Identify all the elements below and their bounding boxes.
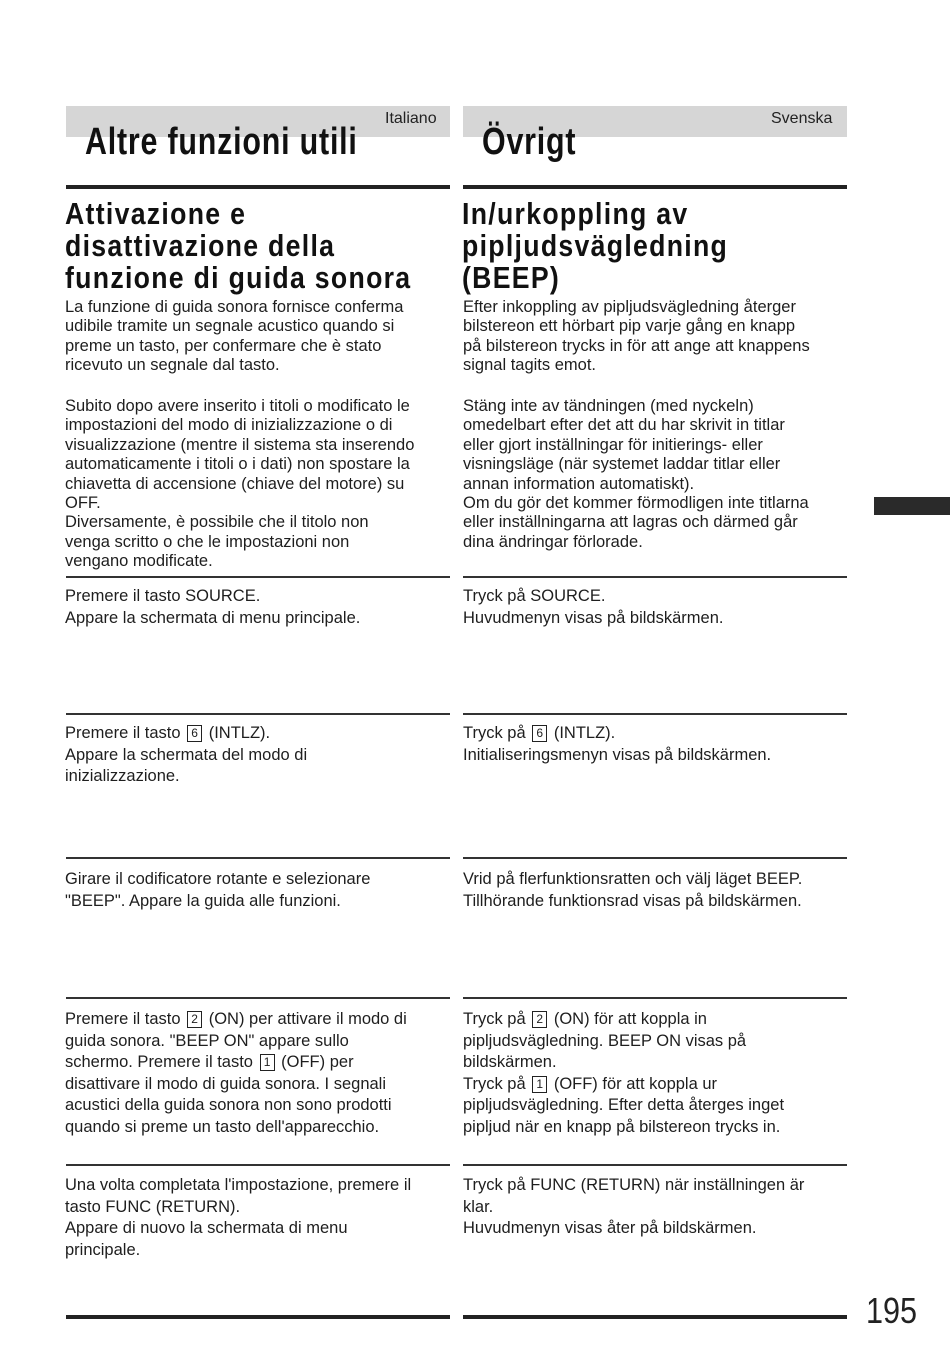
left-step4-rule xyxy=(66,997,450,999)
right-section-title-line: (BEEP) xyxy=(462,260,561,295)
key-2-icon: 2 xyxy=(532,1011,547,1028)
right-section-title-line: pipljudsvägledning xyxy=(462,228,729,263)
key-6-icon: 6 xyxy=(187,725,202,742)
left-step1-text: Premere il tasto SOURCE. Appare la schermata di menu principale. xyxy=(65,587,361,627)
right-step5-text: Tryck på FUNC (RETURN) när inställningen är klar. Huvudmenyn visas åter på bildskärmen. xyxy=(463,1176,805,1238)
right-page-title: Övrigt xyxy=(482,121,577,163)
step-text-part: Premere il tasto xyxy=(65,724,186,742)
step-text-part: (OFF) för att koppla ur pipljudsvägledning. Efter detta återges inget pipljud när en knapp på bilstereon trycks in. xyxy=(463,1074,785,1136)
right-warning-text: Stäng inte av tändningen (med nyckeln) omedelbart efter det att du har skrivit in titlar eller gjort inställningar för initierings- eller visningsläge (när systemet laddar titlar eller annan information automatiskt). Om du gör det kommer förmodligen inte titlarna eller inställningarna att lagras och därmed går dina ändringar förlorade. xyxy=(463,397,809,551)
left-step5-text: Una volta completata l'impostazione, premere il tasto FUNC (RETURN). Appare di nuovo la schermata di menu principale. xyxy=(65,1176,412,1259)
left-page-title: Altre funzioni utili xyxy=(85,121,358,163)
left-step2-rule xyxy=(66,713,450,715)
step-text-part: Tryck på xyxy=(463,724,531,742)
left-warning-text: Subito dopo avere inserito i titoli o modificato le impostazioni del modo di inizializzazione o di visualizzazione (mentre il sistema sta inserendo automaticamente i titoli o i dati) non spostare la chiavetta di accensione (chiave del motore) su OFF. Diversamente, è possibile che il titolo non venga scritto o che le impostazioni non vengano modificate. xyxy=(65,397,415,571)
key-2-icon: 2 xyxy=(187,1011,202,1028)
left-step1-rule xyxy=(66,576,450,578)
right-step2-text xyxy=(463,723,848,766)
step-text-part: Premere il tasto xyxy=(65,1010,186,1028)
left-section-title-line: Attivazione e xyxy=(65,196,247,231)
right-intro-text: Efter inkoppling av pipljudsvägledning återger bilstereon ett hörbart pip varje gång en knapp på bilstereon trycks in för att ange att knappens signal tagits emot. xyxy=(463,298,810,375)
key-6-icon: 6 xyxy=(532,725,547,742)
left-step2-text xyxy=(65,723,450,788)
left-section-title xyxy=(65,198,411,294)
right-step3-rule xyxy=(463,857,847,859)
right-step4-rule xyxy=(463,997,847,999)
step-text-part: (ON) för att koppla in pipljudsvägledning. BEEP ON visas på bildskärmen. Tryck på xyxy=(463,1010,747,1093)
left-step3-rule xyxy=(66,857,450,859)
left-step4-text xyxy=(65,1009,450,1139)
left-intro-text: La funzione di guida sonora fornisce conferma udibile tramite un segnale acustico quando si preme un tasto, per confermare che è stato ricevuto un segnale dal tasto. xyxy=(65,298,404,375)
left-bottom-rule xyxy=(66,1315,450,1319)
right-step3-text: Vrid på flerfunktionsratten och välj läget BEEP. Tillhörande funktionsrad visas på bildskärmen. xyxy=(463,870,803,910)
step-text-part: (OFF) per disattivare il modo di guida sonora. I segnali acustici della guida sonora non sono prodotti quando si preme un tasto dell'apparecchio. xyxy=(65,1053,392,1136)
right-language-label: Svenska xyxy=(771,110,833,127)
page-number: 195 xyxy=(866,1290,918,1331)
left-section-title-line: funzione di guida sonora xyxy=(65,260,412,295)
right-step4-text xyxy=(463,1009,848,1139)
section-tab-marker xyxy=(874,497,950,515)
right-step1-rule xyxy=(463,576,847,578)
left-step5-rule xyxy=(66,1164,450,1166)
step-text-part: Tryck på xyxy=(463,1010,531,1028)
key-1-icon: 1 xyxy=(260,1054,275,1071)
left-language-label: Italiano xyxy=(385,110,437,127)
key-1-icon: 1 xyxy=(532,1076,547,1093)
right-section-title xyxy=(462,198,728,294)
right-step1-text: Tryck på SOURCE. Huvudmenyn visas på bildskärmen. xyxy=(463,587,724,627)
step-text-part: (INTLZ). Initialiseringsmenyn visas på bildskärmen. xyxy=(463,724,772,764)
left-title-rule xyxy=(66,185,450,189)
right-bottom-rule xyxy=(463,1315,847,1319)
right-title-rule xyxy=(463,185,847,189)
left-step3-text: Girare il codificatore rotante e selezionare "BEEP". Appare la guida alle funzioni. xyxy=(65,870,371,910)
right-step2-rule xyxy=(463,713,847,715)
step-text-part: (ON) per attivare il modo di guida sonora. "BEEP ON" appare sullo schermo. Premere il tasto xyxy=(65,1010,407,1072)
left-section-title-line: disattivazione della xyxy=(65,228,336,263)
step-text-part: (INTLZ). Appare la schermata del modo di inizializzazione. xyxy=(65,724,308,786)
right-step5-rule xyxy=(463,1164,847,1166)
right-section-title-line: In/urkoppling av xyxy=(462,196,689,231)
